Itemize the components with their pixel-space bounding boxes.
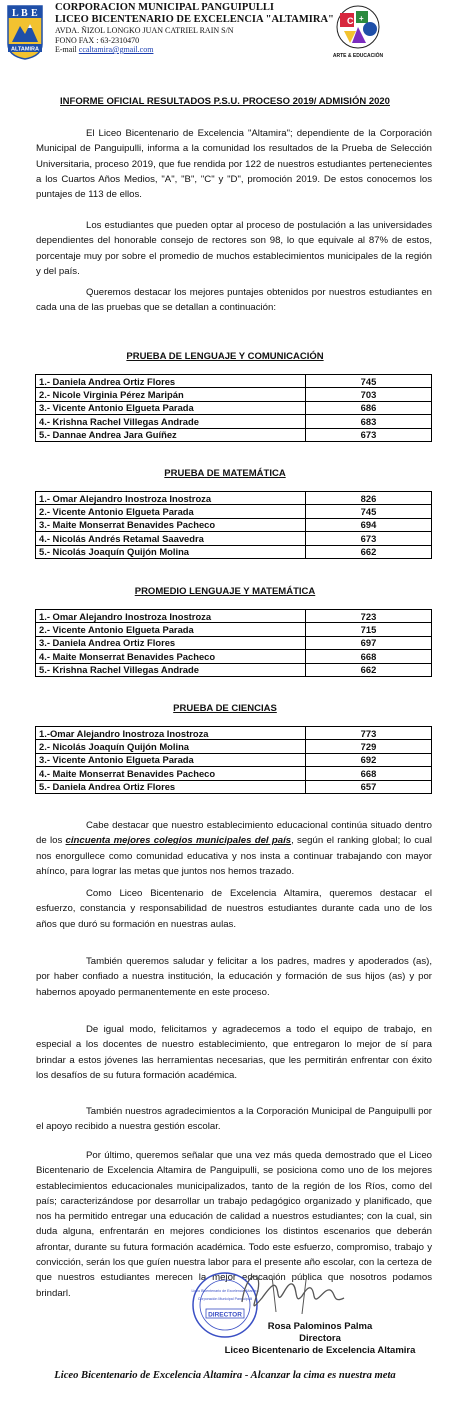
closing-paragraph-2: Como Liceo Bicentenario de Excelencia Altamira, queremos destacar el esfuerzo, constancia y responsabilidad de nuestros estudiantes durante cada uno de los años que duró su formación en nuestras aulas. — [36, 888, 432, 930]
student-score: 745 — [306, 375, 432, 388]
student-name: 2.- Vicente Antonio Elgueta Parada — [36, 505, 306, 518]
student-name: 3.- Vicente Antonio Elgueta Parada — [36, 401, 306, 414]
table-row — [36, 532, 432, 545]
closing-paragraph-4: De igual modo, felicitamos y agradecemos a todo el equipo de trabajo, en especial a los docentes de nuestro establecimiento, que entregaron lo mejor de sí para brindar a estos jóvenes las herramientas necesarias, que les permitirán enfrentar con éxito los desafíos de su futura formación académica. — [36, 1024, 432, 1081]
closing-paragraph-5: También nuestros agradecimientos a la Corporación Municipal de Panguipulli por el apoyo recibido a nuestra gestión escolar. — [36, 1106, 432, 1133]
table-row — [36, 767, 432, 780]
table-row — [36, 663, 432, 676]
table-row — [36, 505, 432, 518]
student-score: 673 — [306, 532, 432, 545]
student-score: 729 — [306, 740, 432, 753]
table-row — [36, 518, 432, 531]
stamp-school-text: Liceo Bicentenario de Excelencia Altamira — [191, 1289, 259, 1293]
student-name: 1.- Daniela Andrea Ortiz Flores — [36, 375, 306, 388]
section-title-ciencias: PRUEBA DE CIENCIAS — [173, 703, 277, 714]
student-name: 4.- Nicolás Andrés Retamal Saavedra — [36, 532, 306, 545]
student-score: 715 — [306, 623, 432, 636]
student-score: 657 — [306, 780, 432, 793]
student-score: 723 — [306, 610, 432, 623]
student-score: 662 — [306, 663, 432, 676]
student-score: 745 — [306, 505, 432, 518]
logo-letter-e: E — [31, 8, 38, 19]
table-row — [36, 623, 432, 636]
student-name: 4.- Maite Monserrat Benavides Pacheco — [36, 650, 306, 663]
student-score: 668 — [306, 767, 432, 780]
email-link[interactable]: ccaltamira@gmail.com — [78, 45, 154, 54]
email-line — [55, 45, 335, 55]
table-row — [36, 388, 432, 401]
student-score: 773 — [306, 727, 432, 740]
student-name: 5.- Daniela Andrea Ortiz Flores — [36, 780, 306, 793]
closing-paragraph-1 — [36, 818, 432, 879]
ranking-table-promedio — [35, 609, 432, 677]
ranking-table-ciencias — [35, 726, 432, 794]
intro-paragraph-2: Los estudiantes que pueden optar al proceso de postulación a las universidades dependientes del honorable consejo de rectores son 98, lo que equivale al 87% de estos, porcentaje muy por sobre el promedio de muchos establecimientos municipales de la región y del país. — [36, 220, 432, 277]
footer-motto: Liceo Bicentenario de Excelencia Altamira - Alcanzar la cima es nuestra meta — [54, 1370, 396, 1381]
student-score: 694 — [306, 518, 432, 531]
signer-institution: Liceo Bicentenario de Excelencia Altamira — [224, 1345, 416, 1356]
stamp-corporation-text: Corporación Municipal Panguipulli — [197, 1297, 253, 1301]
table-row — [36, 375, 432, 388]
student-score: 686 — [306, 401, 432, 414]
school-shield-logo — [6, 4, 44, 60]
table-row — [36, 492, 432, 505]
logo-caption: ALTAMIRA — [11, 46, 39, 53]
student-score: 692 — [306, 753, 432, 766]
student-name: 3.- Daniela Andrea Ortiz Flores — [36, 636, 306, 649]
signer-role: Directora — [299, 1333, 341, 1344]
table-row — [36, 545, 432, 558]
student-name: 4.- Maite Monserrat Benavides Pacheco — [36, 767, 306, 780]
handwritten-signature — [232, 1262, 352, 1320]
ranking-table-lenguaje — [35, 374, 432, 442]
logo-letter-b: B — [21, 8, 28, 19]
student-name: 4.- Krishna Rachel Villegas Andrade — [36, 415, 306, 428]
table-row — [36, 415, 432, 428]
table-row — [36, 740, 432, 753]
logo-letter-l: L — [12, 8, 19, 19]
crest-caption: ARTE & EDUCACIÓN — [332, 53, 384, 59]
table-row — [36, 610, 432, 623]
student-name: 2.- Vicente Antonio Elgueta Parada — [36, 623, 306, 636]
svg-text:+: + — [359, 14, 364, 23]
student-name: 5.- Krishna Rachel Villegas Andrade — [36, 663, 306, 676]
student-name: 5.- Nicolás Joaquín Quijón Molina — [36, 545, 306, 558]
student-name: 1.-Omar Alejandro Inostroza Inostroza — [36, 727, 306, 740]
student-name: 2.- Nicole Virginia Pérez Maripán — [36, 388, 306, 401]
address: AVDA. ÑIZOL LONGKO JUAN CATRIEL RAIN S/N — [55, 26, 234, 35]
closing-text-after: , según el ranking global; lo cual nos enorgullece como comunidad educativa y nos insta a continuar trabajando con mayor ahínco, para lograr las metas que juntos nos hemos trazado. — [36, 835, 432, 877]
student-score: 697 — [306, 636, 432, 649]
table-row — [36, 727, 432, 740]
email-label: E-mail — [55, 45, 79, 54]
closing-text-before: Cabe destacar que nuestro establecimiento educacional continúa situado dentro de los — [36, 820, 432, 847]
table-row — [36, 401, 432, 414]
intro-paragraph-1: El Liceo Bicentenario de Excelencia "Altamira"; dependiente de la Corporación Municipal de Panguipulli, informa a la comunidad los resultados de la Prueba de Selección Universitaria, proceso 2019, que fue rendida por 122 de nuestros estudiantes pertenecientes a los Cuartos Años Medios, "A", "B", "C" y "D", promoción 2019. De estos conocemos los puntajes de 113 de ellos. — [36, 128, 432, 201]
student-name: 3.- Maite Monserrat Benavides Pacheco — [36, 518, 306, 531]
ranking-table-matematica — [35, 491, 432, 559]
school-name: LICEO BICENTENARIO DE EXCELENCIA "ALTAMIRA" — [55, 14, 334, 25]
student-name: 1.- Omar Alejandro Inostroza Inostroza — [36, 492, 306, 505]
institution-info — [55, 2, 335, 55]
student-name: 3.- Vicente Antonio Elgueta Parada — [36, 753, 306, 766]
student-name: 1.- Omar Alejandro Inostroza Inostroza — [36, 610, 306, 623]
table-row — [36, 650, 432, 663]
student-score: 662 — [306, 545, 432, 558]
student-score: 826 — [306, 492, 432, 505]
student-score: 683 — [306, 415, 432, 428]
table-row — [36, 753, 432, 766]
signer-name: Rosa Palominos Palma — [267, 1321, 373, 1332]
letterhead — [0, 0, 450, 70]
phone: FONO FAX : 63-2310470 — [55, 35, 140, 45]
student-score: 668 — [306, 650, 432, 663]
stamp-director-text: DIRECTOR — [208, 1311, 242, 1319]
table-row — [36, 780, 432, 793]
arts-school-crest-icon — [332, 3, 384, 65]
table-row — [36, 636, 432, 649]
student-name: 5.- Dannae Andrea Jara Guíñez — [36, 428, 306, 441]
closing-paragraph-3: También queremos saludar y felicitar a los padres, madres y apoderados (as), por haber confiado a nuestra institución, la educación y formación de sus hijos (as) y por habernos apoyado permanentemente en este proceso. — [36, 956, 432, 998]
report-title: INFORME OFICIAL RESULTADOS P.S.U. PROCESO 2019/ ADMISIÓN 2020 — [60, 96, 390, 107]
student-score: 703 — [306, 388, 432, 401]
closing-paragraph-6: Por último, queremos señalar que una vez más queda demostrado que el Liceo Bicentenario de Excelencia Altamira de Panguipulli, se posiciona como uno de los mejores establecimientos educacionales municipalizados, tanto de la región de los Ríos, como del país; caracterizándose por desarrollar un trabajo pedagógico organizado y planificado, que nos ha permitido entregar una educación de calidad a nuestros estudiantes; con la cual, sin duda alguna, enfrentarán en mejores condiciones los distintos escenarios que deberán afrontar, durante su futura formación académica. Todo este esfuerzo, compromiso, trabajo y convicción, serán los que guíen nuestra labor para el presente año escolar, con la certeza de que nuestros estudiantes merecen la mejor educación pública que nosotros podamos brindarl. — [36, 1150, 432, 1299]
section-title-promedio: PROMEDIO LENGUAJE Y MATEMÁTICA — [134, 586, 316, 597]
section-title-lenguaje: PRUEBA DE LENGUAJE Y COMUNICACIÓN — [126, 351, 324, 362]
intro-paragraph-3: Queremos destacar los mejores puntajes obtenidos por nuestros estudiantes en cada una de las pruebas que se detallan a continuación: — [36, 287, 432, 314]
student-name: 2.- Nicolás Joaquín Quijón Molina — [36, 740, 306, 753]
student-score: 673 — [306, 428, 432, 441]
svg-text:C: C — [347, 16, 354, 26]
table-row — [36, 428, 432, 441]
org-name: CORPORACION MUNICIPAL PANGUIPULLI — [55, 2, 274, 13]
section-title-matematica: PRUEBA DE MATEMÁTICA — [164, 468, 286, 479]
ranking-emphasis: cincuenta mejores colegios municipales del país — [65, 835, 292, 847]
